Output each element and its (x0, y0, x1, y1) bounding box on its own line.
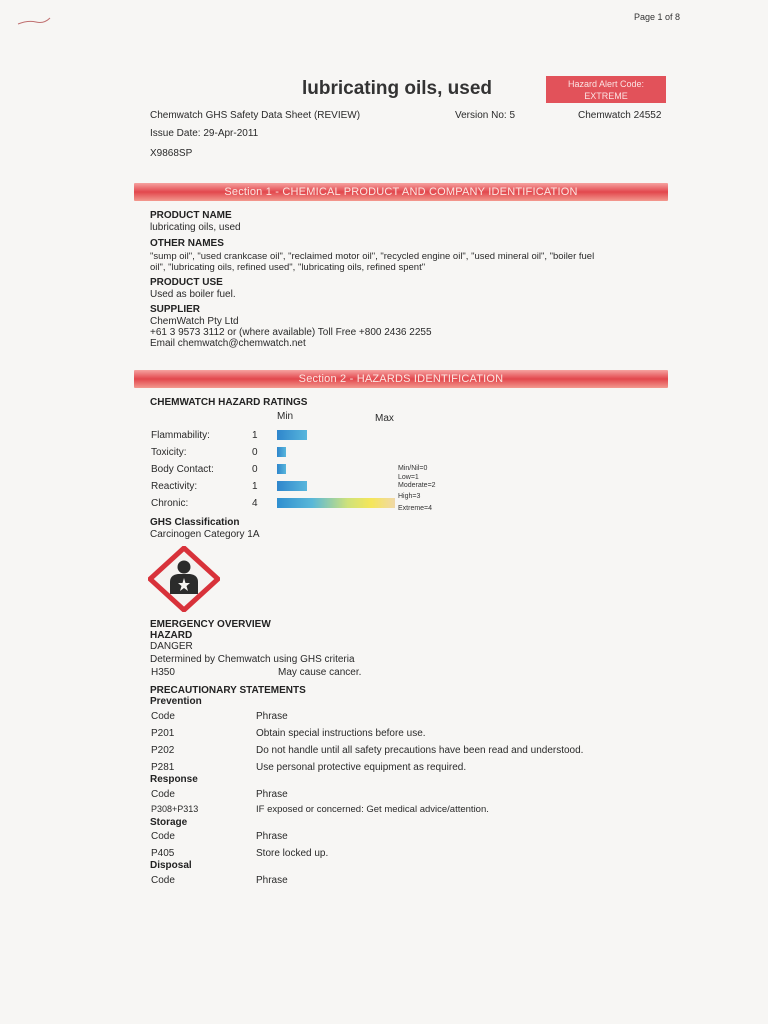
ratings-label: CHEMWATCH HAZARD RATINGS (150, 397, 308, 408)
section2-band (134, 370, 668, 388)
determined-text: Determined by Chemwatch using GHS criteria (150, 654, 355, 665)
danger-word: DANGER (150, 641, 193, 652)
rating-name: Reactivity: (151, 481, 198, 492)
code-header: Code (151, 711, 175, 722)
code-header: Code (151, 789, 175, 800)
h-phrase: May cause cancer. (278, 667, 362, 678)
h-code: H350 (151, 667, 175, 678)
p-code: P202 (151, 745, 175, 756)
rating-name: Chronic: (151, 498, 189, 509)
precautionary-label: PRECAUTIONARY STATEMENTS (150, 685, 306, 696)
other-names-label: OTHER NAMES (150, 238, 224, 249)
phrase-header: Phrase (256, 789, 288, 800)
product-code: X9868SP (150, 148, 193, 159)
product-use-label: PRODUCT USE (150, 277, 223, 288)
disposal-label: Disposal (150, 860, 192, 871)
p-phrase: Do not handle until all safety precautions have been read and understood. (256, 745, 584, 756)
health-hazard-pictogram-icon (148, 546, 220, 612)
max-label: Max (375, 413, 394, 424)
legend-item: Low=1 (398, 474, 419, 481)
p-phrase: IF exposed or concerned: Get medical advice/attention. (256, 804, 489, 815)
rating-value: 1 (252, 430, 258, 441)
chemwatch-id: Chemwatch 24552 (578, 110, 662, 121)
legend-item: Moderate=2 (398, 482, 436, 489)
section1-band (134, 183, 668, 201)
rating-name: Body Contact: (151, 464, 214, 475)
rating-bar-body-contact (277, 464, 286, 474)
hazard-alert-level: EXTREME (584, 91, 628, 101)
p-code: P201 (151, 728, 175, 739)
supplier-phone: +61 3 9573 3112 or (where available) Toll Free +800 2436 2255 (150, 327, 432, 338)
p-phrase: Use personal protective equipment as required. (256, 762, 467, 773)
legend-item: Min/Nil=0 (398, 465, 428, 472)
code-header: Code (151, 875, 175, 886)
prevention-label: Prevention (150, 696, 202, 707)
product-use: Used as boiler fuel. (150, 289, 236, 300)
document-title: lubricating oils, used (302, 78, 493, 99)
rating-value: 1 (252, 481, 258, 492)
p-code: P405 (151, 848, 175, 859)
min-label: Min (277, 411, 294, 422)
section1-title: Section 1 - CHEMICAL PRODUCT AND COMPANY IDENTIFICATION (224, 186, 578, 198)
hazard-alert-label: Hazard Alert Code: (567, 79, 645, 89)
rating-value: 0 (252, 447, 258, 458)
doc-type: Chemwatch GHS Safety Data Sheet (REVIEW) (150, 110, 361, 121)
emergency-label: EMERGENCY OVERVIEW (150, 619, 271, 630)
phrase-header: Phrase (256, 875, 288, 886)
code-header: Code (151, 831, 175, 842)
response-label: Response (150, 774, 198, 785)
p-code: P308+P313 (151, 804, 199, 814)
product-name-label: PRODUCT NAME (150, 210, 232, 221)
product-name: lubricating oils, used (150, 222, 241, 233)
legend-item: High=3 (398, 493, 421, 500)
supplier-label: SUPPLIER (150, 304, 201, 315)
supplier-email: Email chemwatch@chemwatch.net (150, 338, 306, 349)
rating-name: Flammability: (151, 430, 210, 441)
rating-bar-toxicity (277, 447, 286, 457)
hazard-label: HAZARD (150, 630, 193, 641)
issue-date: Issue Date: 29-Apr-2011 (150, 128, 259, 139)
p-code: P281 (151, 762, 175, 773)
phrase-header: Phrase (256, 711, 288, 722)
other-names-line1: "sump oil", "used crankcase oil", "reclaimed motor oil", "recycled engine oil", "used mineral oil", "boiler fuel (150, 251, 595, 262)
storage-label: Storage (150, 817, 188, 828)
rating-value: 4 (252, 498, 258, 509)
p-phrase: Obtain special instructions before use. (256, 728, 426, 739)
rating-bar-reactivity (277, 481, 307, 491)
phrase-header: Phrase (256, 831, 288, 842)
other-names-line2: oil", "lubricating oils, refined used", "lubricating oils, refined spent" (150, 262, 426, 273)
version: Version No: 5 (455, 110, 516, 121)
rating-name: Toxicity: (151, 447, 187, 458)
rating-bar-chronic (277, 498, 395, 508)
p-phrase: Store locked up. (256, 848, 329, 859)
pen-mark-icon (16, 14, 56, 28)
hazard-alert-badge (546, 76, 666, 103)
supplier-name: ChemWatch Pty Ltd (150, 316, 239, 327)
rating-value: 0 (252, 464, 258, 475)
page-label: Page 1 of 8 (634, 12, 681, 22)
rating-bar-flammability (277, 430, 307, 440)
section2-title: Section 2 - HAZARDS IDENTIFICATION (298, 373, 504, 385)
ghs-value: Carcinogen Category 1A (150, 529, 260, 540)
legend-item: Extreme=4 (398, 505, 433, 512)
ghs-label: GHS Classification (150, 517, 240, 528)
